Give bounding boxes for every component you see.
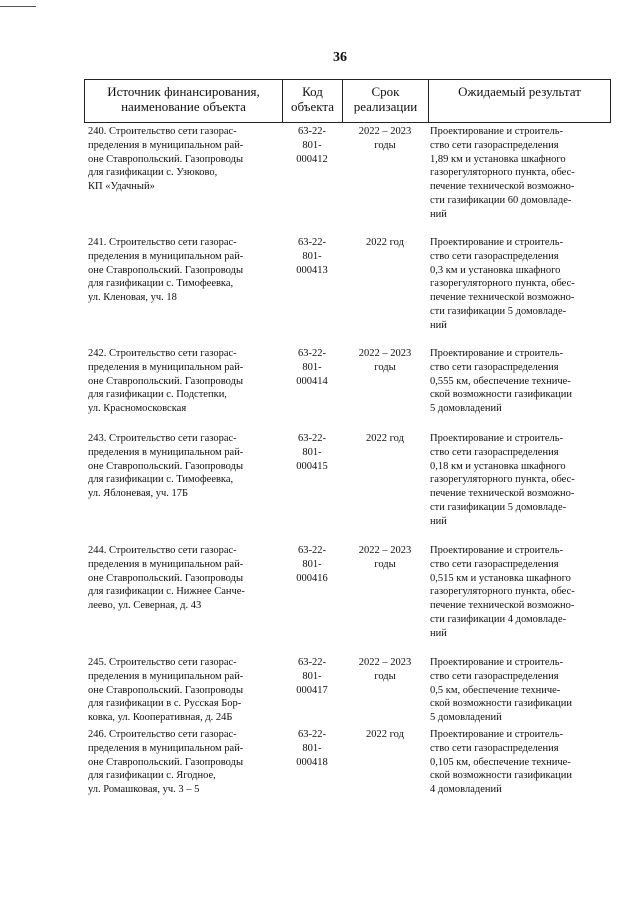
- object-code: 63-22- 801- 000412: [296, 126, 328, 165]
- header-term-label: Срок реализации: [353, 84, 418, 114]
- object-term: 2022 год: [366, 433, 404, 444]
- object-name: 244. Строительство сети газорас- пределения в муниципальном рай- оне Ставропольский. Газопроводы для газификации с. Нижнее Санче- леево, ул. Северная, д. 43: [88, 545, 245, 612]
- scan-corner-mark: [0, 6, 36, 7]
- header-code-label: Код объекта: [290, 84, 335, 114]
- object-name: 245. Строительство сети газорас- пределения в муниципальном рай- оне Ставропольский. Газопроводы для газификации в с. Русская Бор- ковка, ул. Кооперативная, д. 24Б: [88, 657, 244, 724]
- object-name: 242. Строительство сети газорас- пределения в муниципальном рай- оне Ставропольский. Газопроводы для газификации с. Подстепки, ул. Красномосковская: [88, 348, 244, 415]
- table-header: [84, 79, 611, 123]
- object-name: 243. Строительство сети газорас- пределения в муниципальном рай- оне Ставропольский. Газопроводы для газификации с. Тимофеевка, ул. Яблоневая, уч. 17Б: [88, 433, 244, 500]
- object-code: 63-22- 801- 000414: [296, 348, 328, 387]
- object-name: 240. Строительство сети газорас- пределения в муниципальном рай- оне Ставропольский. Газопроводы для газификации с. Узюково, КП «Удачный»: [88, 126, 244, 193]
- object-code: 63-22- 801- 000418: [296, 729, 328, 768]
- object-term: 2022 год: [366, 237, 404, 248]
- object-result: Проектирование и строитель- ство сети газораспределения 0,555 км, обеспечение техниче- ской возможности газификации 5 домовладений: [430, 348, 572, 415]
- object-name: 241. Строительство сети газорас- пределения в муниципальном рай- оне Ставропольский. Газопроводы для газификации с. Тимофеевка, ул. Кленовая, уч. 18: [88, 237, 244, 304]
- object-name: 246. Строительство сети газорас- пределения в муниципальном рай- оне Ставропольский. Газопроводы для газификации с. Ягодное, ул. Ромашковая, уч. 3 – 5: [88, 729, 244, 796]
- object-code: 63-22- 801- 000415: [296, 433, 328, 472]
- object-term: 2022 год: [366, 729, 404, 740]
- header-result-label: Ожидаемый результат: [458, 84, 581, 99]
- page-number: 36: [333, 50, 347, 65]
- header-term: [343, 80, 429, 123]
- object-result: Проектирование и строитель- ство сети газораспределения 0,3 км и установка шкафного газорегуляторного пункта, обес- печение технической возможно- сти газификации 5 домовладе- ний: [430, 237, 575, 331]
- object-term: 2022 – 2023 годы: [358, 126, 412, 151]
- object-result: Проектирование и строитель- ство сети газораспределения 0,105 км, обеспечение техниче- ской возможности газификации 4 домовладений: [430, 729, 572, 796]
- object-code: 63-22- 801- 000417: [296, 657, 328, 696]
- object-term: 2022 – 2023 годы: [358, 348, 412, 373]
- header-code: [283, 80, 343, 123]
- object-term: 2022 – 2023 годы: [358, 657, 412, 682]
- object-code: 63-22- 801- 000416: [296, 545, 328, 584]
- header-source-label: Источник финансирования, наименование объекта: [107, 84, 260, 114]
- header-result: [429, 80, 611, 123]
- object-result: Проектирование и строитель- ство сети газораспределения 1,89 км и установка шкафного газорегуляторного пункта, обес- печение технической возможно- сти газификации 60 домовладе- ний: [430, 126, 575, 220]
- object-result: Проектирование и строитель- ство сети газораспределения 0,18 км и установка шкафного газорегуляторного пункта, обес- печение технической возможно- сти газификации 5 домовладе- ний: [430, 433, 575, 527]
- header-source: [85, 80, 283, 123]
- object-result: Проектирование и строитель- ство сети газораспределения 0,515 км и установка шкафного газорегуляторного пункта, обес- печение технической возможно- сти газификации 4 домовладе- ний: [430, 545, 575, 639]
- object-code: 63-22- 801- 000413: [296, 237, 328, 276]
- object-term: 2022 – 2023 годы: [358, 545, 412, 570]
- object-result: Проектирование и строитель- ство сети газораспределения 0,5 км, обеспечение техниче- ской возможности газификации 5 домовладений: [430, 657, 572, 724]
